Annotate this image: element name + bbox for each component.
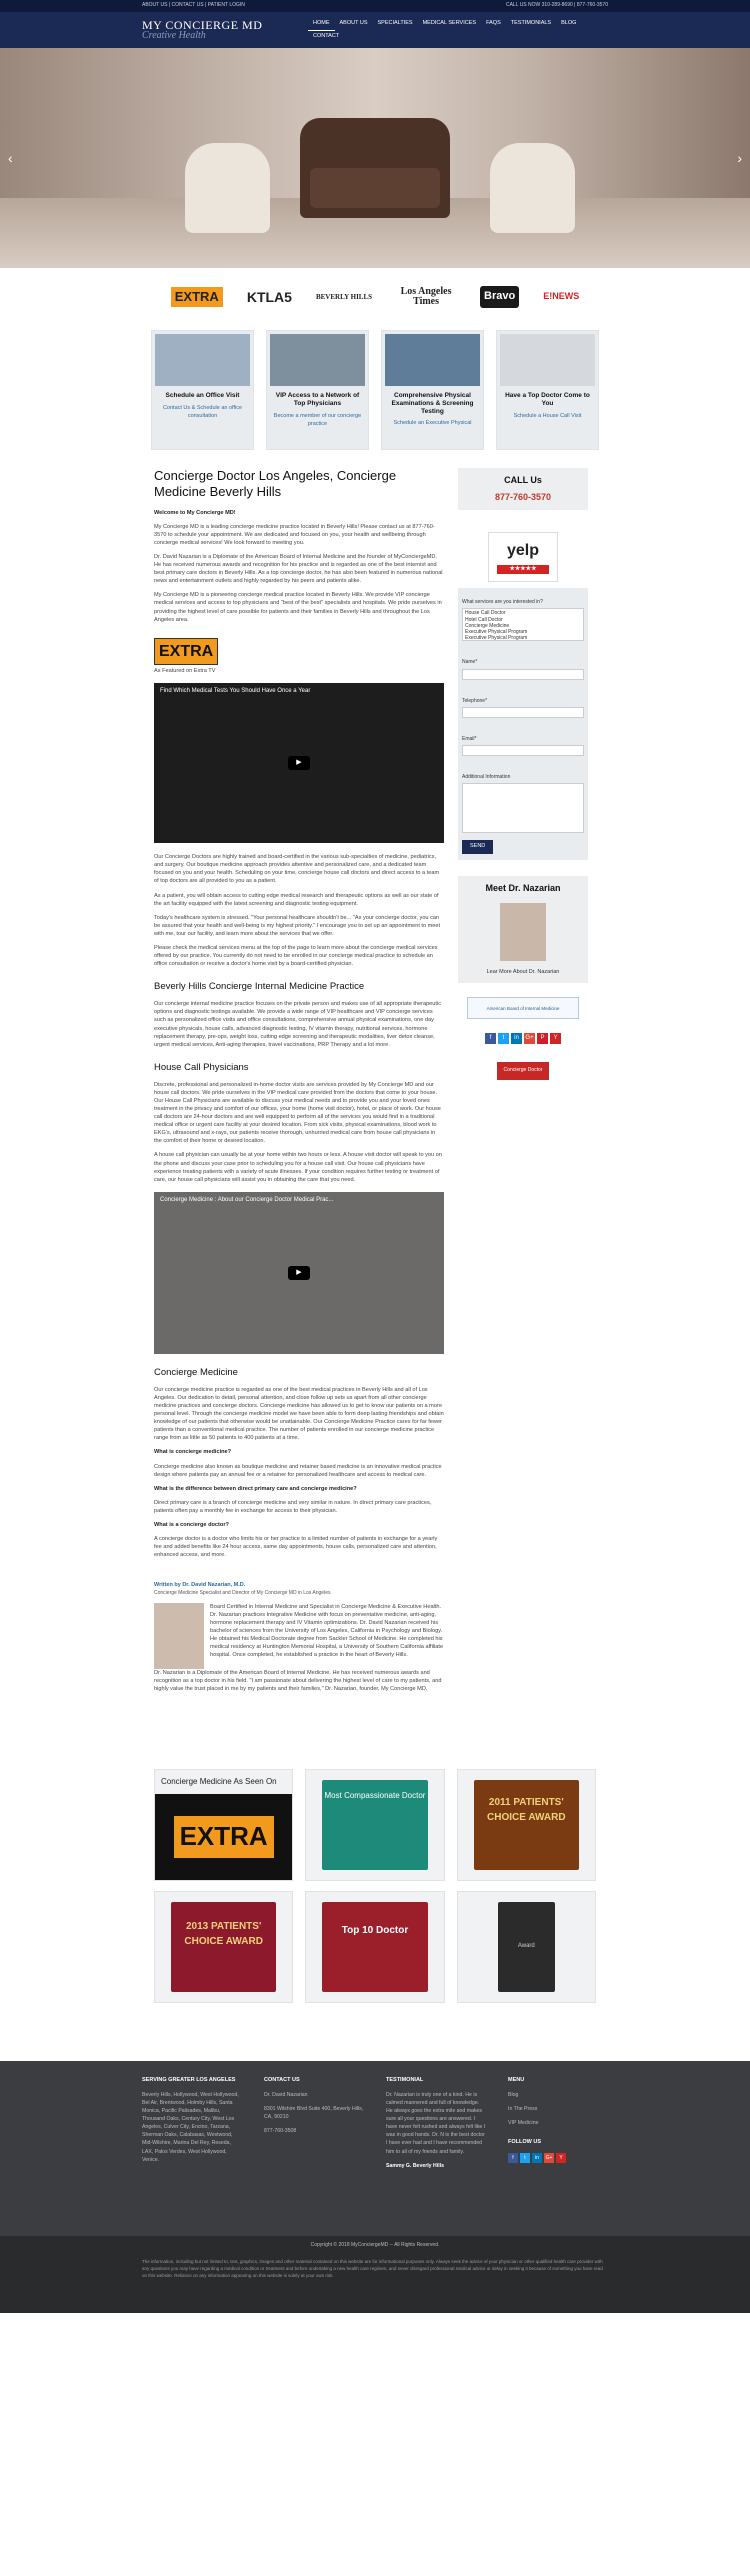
footer-heading: SERVING GREATER LOS ANGELES [142,2077,236,2084]
paragraph: Dr. David Nazarian is a Diplomate of the American Board of Internal Medicine and the founder of MyConciergeMD. He has received numerous awards and recognition for his practice and is regarded as one of the best internist and best primary care doctors in Beverly Hills. As a top concierge doctor, he has also been featured in numerous national news and entertainment outlets and highly regarded by his peers and patients alike. [154,553,443,585]
extra-wordmark: EXTRA [174,1816,274,1858]
logo-bh: BEVERLY HILLS [315,292,373,301]
google-plus-icon[interactable]: G+ [545,2155,553,2162]
nav-specialties[interactable]: SPECIALTIES [377,19,413,26]
faq-answer: A concierge doctor is a doctor who limits his or her practice to a limited number of patients in exchange for a yearly fee and added benefits like 24 hour access, same day appointments, house calls, personalized care and attention, enhanced access, and more. [154,1536,438,1559]
yelp-icon[interactable]: Y [550,1033,561,1044]
logo-subtitle: Creative Health [142,30,206,41]
paragraph: My Concierge MD is a leading concierge medicine practice located in Beverly Hills! Please contact us at 877-760-3570 to schedule your appointment. We are dedicated and focused on you, your health and wellbeing through concierge medical services! We look forward to meeting you. [154,523,435,546]
hero-slider [0,48,750,268]
slider-prev-icon[interactable]: ‹ [8,150,13,166]
author-bio-row [154,1603,444,1669]
logo-extra: EXTRA [171,287,223,308]
welcome-text: Welcome to My Concierge MD! [154,509,236,516]
copyright-bar [0,2236,750,2313]
logo-enews: E!NEWS [543,291,580,302]
extra-logo: EXTRA [154,638,218,665]
faq-question: What is the difference between direct primary care and concierge medicine? [154,1485,357,1492]
faq-question: What is a concierge doctor? [154,1522,229,1529]
card-image [270,334,365,386]
play-icon[interactable]: ▶ [288,1266,310,1280]
twitter-icon[interactable]: t [520,2153,530,2163]
author-subtitle: Concierge Medicine Specialist and Director of My Concierge MD in Los Angeles [154,1589,331,1596]
pinterest-icon[interactable]: P [537,1033,548,1044]
meet-doctor-box [458,876,588,983]
footer-contact-name: Dr. David Nazarian [264,2092,308,2099]
section-heading: House Call Physicians [154,1061,249,1073]
select-option[interactable]: Executive Physical Program [465,629,528,636]
seen-award-2013 [154,1891,293,2003]
slider-next-icon[interactable]: › [737,150,742,166]
paragraph: Please check the medical services menu at the top of the page to learn more about the concierge medical services offered by our practice. You currently do not need to be enrolled in our concierge medical practice to schedule an office consultation or receive a doctor's home visit by a board-certified physician. [154,945,438,968]
footer-areas: Beverly Hills, Hollywood, West Hollywood, Bel Air, Brentwood, Holmby Hills, Santa Monica, Pacific Palisades, Malibu, Thousand Oaks, Century City, West Los Angeles, Culver City, Encino, Tarzana, Sherman Oaks, Calabasas, Westwood, Mid-Wilshire, Marina Del Rey, Reseda, LAX, Palos Verdes, West Hollywood, Venice. [142,2092,239,2163]
send-button[interactable]: SEND [462,840,493,854]
services-select[interactable] [462,608,584,641]
info-label: Additional Information [462,774,511,781]
select-option[interactable]: Concierge Medicine [465,622,510,629]
call-number[interactable]: 877-760-3570 [494,492,552,503]
logo-bravo: Bravo [480,286,519,308]
faq-answer: Concierge medicine also known as boutique medicine and retainer based medicine is an innovative medical practice design where patients pay an annual fee or a retainer for personalized healthcare and access to medical care. [154,1463,442,1478]
card-house-call[interactable] [496,330,599,450]
footer-serving [142,2077,242,2226]
press-logos [0,268,750,326]
video-title: Concierge Medicine : About our Concierge Doctor Medical Prac... [160,1196,334,1203]
paragraph: A house call physician can usually be at your home within two hours or less. A house visit doctor will speak to you on the phone and discuss your case prior to scheduling you for a house call visit. Our house call physicians have experience treating patients with a variety of acute illnesses. If your condition requires further testing or treatment of care, our house call physicians will assist you in obtaining the care that you need. [154,1152,442,1183]
card-title: VIP Access to a Network of Top Physicians [275,392,360,407]
seen-row-2 [154,1891,596,2003]
paragraph: Today's healthcare system is stressed. "Your personal healthcare shouldn't be... "As your concierge doctor, you can be assured that your health and well-being is my highest priority." I encourage you to set up an appointment to meet with me, tour our facility, and learn more about the services that we offer. [154,914,441,937]
card-link[interactable]: Become a member of our concierge practice [273,412,362,427]
hero-chair-right [490,143,575,233]
video-title: Find Which Medical Tests You Should Have Once a Year [160,688,311,695]
hero-sofa-seat [310,168,440,208]
facebook-icon[interactable]: f [485,1033,496,1044]
award-compassionate: Most Compassionate Doctor [322,1780,427,1870]
seen-extra [154,1769,293,1881]
nav-about[interactable]: ABOUT US [339,19,368,26]
paragraph: As a patient, you will obtain access to cutting edge medical research and therapeutic options as well as our state of the art facility equipped with the latest screening and diagnostic testing equipment. [154,892,439,907]
seen-title: Concierge Medicine As Seen On [161,1777,277,1787]
footer-contact [264,2077,364,2226]
top-bar [0,0,750,12]
seen-award-plaque [457,1891,596,2003]
award-2011: 2011 PATIENTS' CHOICE AWARD [474,1780,579,1870]
email-label: Email* [462,735,477,742]
card-image [500,334,595,386]
footer-heading: CONTACT US [264,2077,300,2084]
phone-input[interactable] [462,707,584,718]
footer-social-icons [508,2153,608,2163]
top-phone[interactable]: CALL US NOW 310-289-8690 | 877-760-3570 [505,2,608,9]
as-seen-on [154,1769,596,2003]
video-player[interactable] [154,683,444,843]
select-option[interactable]: Executive Physical Program [465,635,528,642]
meet-title: Meet Dr. Nazarian [485,883,561,894]
card-image [385,334,480,386]
main-content [154,468,444,1699]
card-image [155,334,250,386]
card-title: Schedule an Office Visit [165,392,240,399]
card-link[interactable]: Schedule an Executive Physical [393,420,472,427]
play-icon[interactable]: ▶ [288,756,310,770]
linkedin-icon[interactable]: in [532,2153,542,2163]
footer-menu-blog[interactable]: Blog [508,2092,519,2099]
board-badge[interactable]: American Board of Internal Medicine [467,997,579,1019]
call-title: CALL Us [504,475,542,485]
nav-contact[interactable]: CONTACT [313,32,340,39]
social-icons [458,1033,588,1044]
name-label: Name* [462,659,478,666]
footer-testimonial [386,2077,486,2226]
yelp-logo: yelp [506,542,539,560]
faq-question: What is concierge medicine? [154,1449,232,1456]
section-heading: Concierge Medicine [154,1366,238,1378]
sidebar [458,468,588,1699]
footer-address: 8301 Wilshire Blvd Suite 400, Beverly Hills, CA, 90210 [264,2106,364,2121]
author-avatar [154,1603,204,1669]
site-header [0,12,750,48]
card-title: Have a Top Doctor Come to You [505,392,590,407]
nav-blog[interactable]: BLOG [561,19,577,26]
award-2013: 2013 PATIENTS' CHOICE AWARD [171,1902,276,1992]
author-bio-2: Dr. Nazarian is a Diplomate of the American Board of Internal Medicine. He has received numerous awards and recognition as a top doctor in his field. "I am passionate about delivering the highest level of care to my patients, and highly value the trust placed in me by my patients and their families," Dr. Nazarian, founder, My Concierge MD. [154,1669,442,1692]
seen-award-2011 [457,1769,596,1881]
award-plaque: Award [498,1902,555,1992]
nav-faqs[interactable]: FAQS [486,19,501,26]
meet-link[interactable]: Lear More About Dr. Nazarian [486,969,560,976]
contact-form [458,588,588,860]
video-player[interactable] [154,1192,444,1354]
services-label: What services are you interested in? [462,599,543,606]
logo-title: MY CONCIERGE MD [142,18,263,32]
footer-phone[interactable]: 877-760-3508 [264,2128,297,2135]
site-footer [0,2061,750,2236]
page-title: Concierge Doctor Los Angeles, Concierge Medicine Beverly Hills [154,468,397,500]
seen-award-compassionate [305,1769,444,1881]
paragraph: Our concierge medicine practice is regarded as one of the best medical practices in Beverly Hills and all of Los Angeles. Our dedication to detail, personal attention, and close follow up sets us apart from all other concierge medicine practices and concierge doctors. Concierge medicine has allowed us to get to know our patients on a more personal level. Through the concierge medicine model we have been able to form deep lasting friendships and obtain knowledge of our patients that otherwise would be unattainable. Our Concierge Medicine Practice cares for far fewer patients than a conventional medical practice. The number of patients enrolled in our concierge medicine practice range from as little as 50 patients to 400 patients at a time. [154,1386,444,1442]
faq-answer: Direct primary care is a branch of concierge medicine and very similar in nature. In direct primary care practices, patients often pay a monthly fee in exchange for access to their physician. [154,1499,432,1514]
testimonial-author: Sammy G. Beverly Hills [386,2162,444,2169]
feature-cards [0,330,750,450]
footer-heading: TESTIMONIAL [386,2077,424,2084]
section-heading: Beverly Hills Concierge Internal Medicine Practice [154,981,365,993]
nav-home[interactable]: HOME [308,18,335,31]
logo-la-times: Los Angeles Times [400,286,452,307]
name-input[interactable] [462,669,584,680]
info-textarea[interactable] [462,783,584,833]
facebook-icon[interactable]: f [508,2153,518,2163]
hero-chair-left [185,143,270,233]
call-us-box [458,468,588,510]
testimonial-text: Dr. Nazarian is truly one of a kind. He is calmed mannered and full of knowledge. He always goes the extra mile and makes sure all your questions are answered. I have never felt rushed and always felt like I was in good hands. Dr. N is the best doctor I have ever had and I have recommended him to all of my friends and family. [386,2092,486,2155]
card-office-visit[interactable] [151,330,254,450]
card-physical-exam[interactable] [381,330,484,450]
paragraph: Discrete, professional and personalized in-home doctor visits are services provided by My Concierge MD and our house call doctors. We pride ourselves in the VIP medical care provided from the doctors that come to your house. Our House Call Physicians are available to discuss your medical needs and to provide you and your loved ones treatment in the privacy and comfort of our offices, your home (home visit doctor), hotel, or place of work. Our house call doctors are 24-hour doctors and are well equipped to perform all of the services you would find in a traditional medical office or urgent care facility at your desired location. From sick visits, physical examinations, blood work to EKG's, ultrasound and x-rays, our patients receive thorough, unhurried medical care from house call physicians in the comfort of their home or desired location. [154,1081,441,1145]
phone-label: Telephone* [462,697,488,704]
copyright-text: Copyright © 2018 MyConciergeMD -- All Rights Reserved. [310,2242,440,2249]
paragraph: Our concierge internal medicine practice focuses on the private person and makes use of all appropriate therapeutic options and diagnostic testings available. We provide a wide range of VIP healthcare and VIP concierge services such as personalized office visits and office consultations, comprehensive annual physical examinations, one day executive physicals, house calls, advanced diagnostic testing, IV vitamin therapy, nutritional services, hormone replacement therapy, pre-ops, weight loss, cutting edge screening and therapeutic modalities, liver detox cleanse, urgent medical services, Anti-aging therapies, travel vaccinations, PRP Therapy and a lot more. [154,1001,441,1048]
award-top10: Top 10 Doctor [322,1902,427,1992]
nav-medical-services[interactable]: MEDICAL SERVICES [422,19,477,26]
disclaimer-text: The information, including but not limited to, text, graphics, images and other material contained on this website are for informational purposes only. Always seek the advice of your physician or other qualified health care provider with any questions you may have regarding a medical condition or treatment and before undertaking a new health care regimen, and never disregard professional medical advice or delay in seeking it because of something you have read on this website. Reliance on any information appearing on this website is solely at your own risk. [142,2259,603,2278]
select-option[interactable]: House Call Doctor [465,610,506,617]
footer-menu-vip[interactable]: VIP Medicine [508,2120,539,2127]
paragraph: Our Concierge Doctors are highly trained and board-certified in the various sub-specialties of medicine, pediatrics, and surgery. Our boutique medicine approach provides attentive and personalized care, and a dedicated team focused on you and your health. Scheduling on your time, concierge house call doctors and direct access to a team of top doctors are all provided to you as a patient. [154,854,440,885]
linkedin-icon[interactable]: in [511,1033,522,1044]
footer-menu [508,2077,608,2226]
star-rating-icon: ★★★★★ [497,565,549,574]
logo-ktla: KTLA5 [246,288,292,305]
twitter-icon[interactable]: t [498,1033,509,1044]
seen-award-top10 [305,1891,444,2003]
concierge-badge[interactable]: Concierge Doctor [497,1062,549,1080]
main-nav [308,18,598,43]
email-input[interactable] [462,745,584,756]
card-link[interactable]: Schedule a House Call Visit [513,412,582,419]
footer-heading: FOLLOW US [508,2139,541,2146]
nav-testimonials[interactable]: TESTIMONIALS [510,19,552,26]
extra-caption: As Featured on Extra TV [154,668,216,674]
yelp-badge-wrap [458,532,588,582]
select-option[interactable]: Hotel Call Doctor [465,616,503,623]
author-box [154,1582,444,1694]
footer-heading: MENU [508,2077,525,2084]
card-vip-access[interactable] [266,330,369,450]
seen-row-1 [154,1769,596,1881]
google-plus-icon[interactable]: G+ [524,1033,535,1044]
top-links[interactable]: ABOUT US | CONTACT US | PATIENT LOGIN [142,2,245,9]
site-logo[interactable] [142,19,302,41]
yelp-icon[interactable]: Y [556,2153,566,2163]
author-name[interactable]: Written by Dr. David Nazarian, M.D. [154,1581,246,1588]
doctor-photo [500,903,546,961]
card-title: Comprehensive Physical Examinations & Screening Testing [391,392,474,415]
main-section [0,468,750,1699]
paragraph: My Concierge MD is a pioneering concierge medical practice located in Beverly Hills. We provide VIP concierge medical services and access to top physicians and "best of the best" specialists and hospitals. We pride ourselves in providing the highest level of care possible for patients and their families in Beverly Hills and throughout the Los Angeles area. [154,592,442,623]
yelp-badge[interactable] [488,532,558,582]
footer-menu-press[interactable]: In The Press [508,2106,538,2113]
author-bio: Board Certified in Internal Medicine and Specialist in Concierge Medicine & Executive Health. Dr. Nazarian practices Integrative Medicine with focus on preventative medicine, anti-aging, hormone replacement therapy and IV Vitamin optimizations. Dr. David Nazarian received his bachelor of sciences from the University of Los Angeles, California in Psychology and Biology. He obtained his Medical Doctorate degree from Sackler School of Medicine. He completed his medical residency at Huntington Memorial Hospital, a University of Southern California affiliate hospital. Once completed, he established a practice in the heart of Beverly Hills. [210,1603,444,1659]
seen-extra-logo [155,1794,292,1880]
card-link[interactable]: Contact Us & Schedule an office consultation [162,404,243,419]
